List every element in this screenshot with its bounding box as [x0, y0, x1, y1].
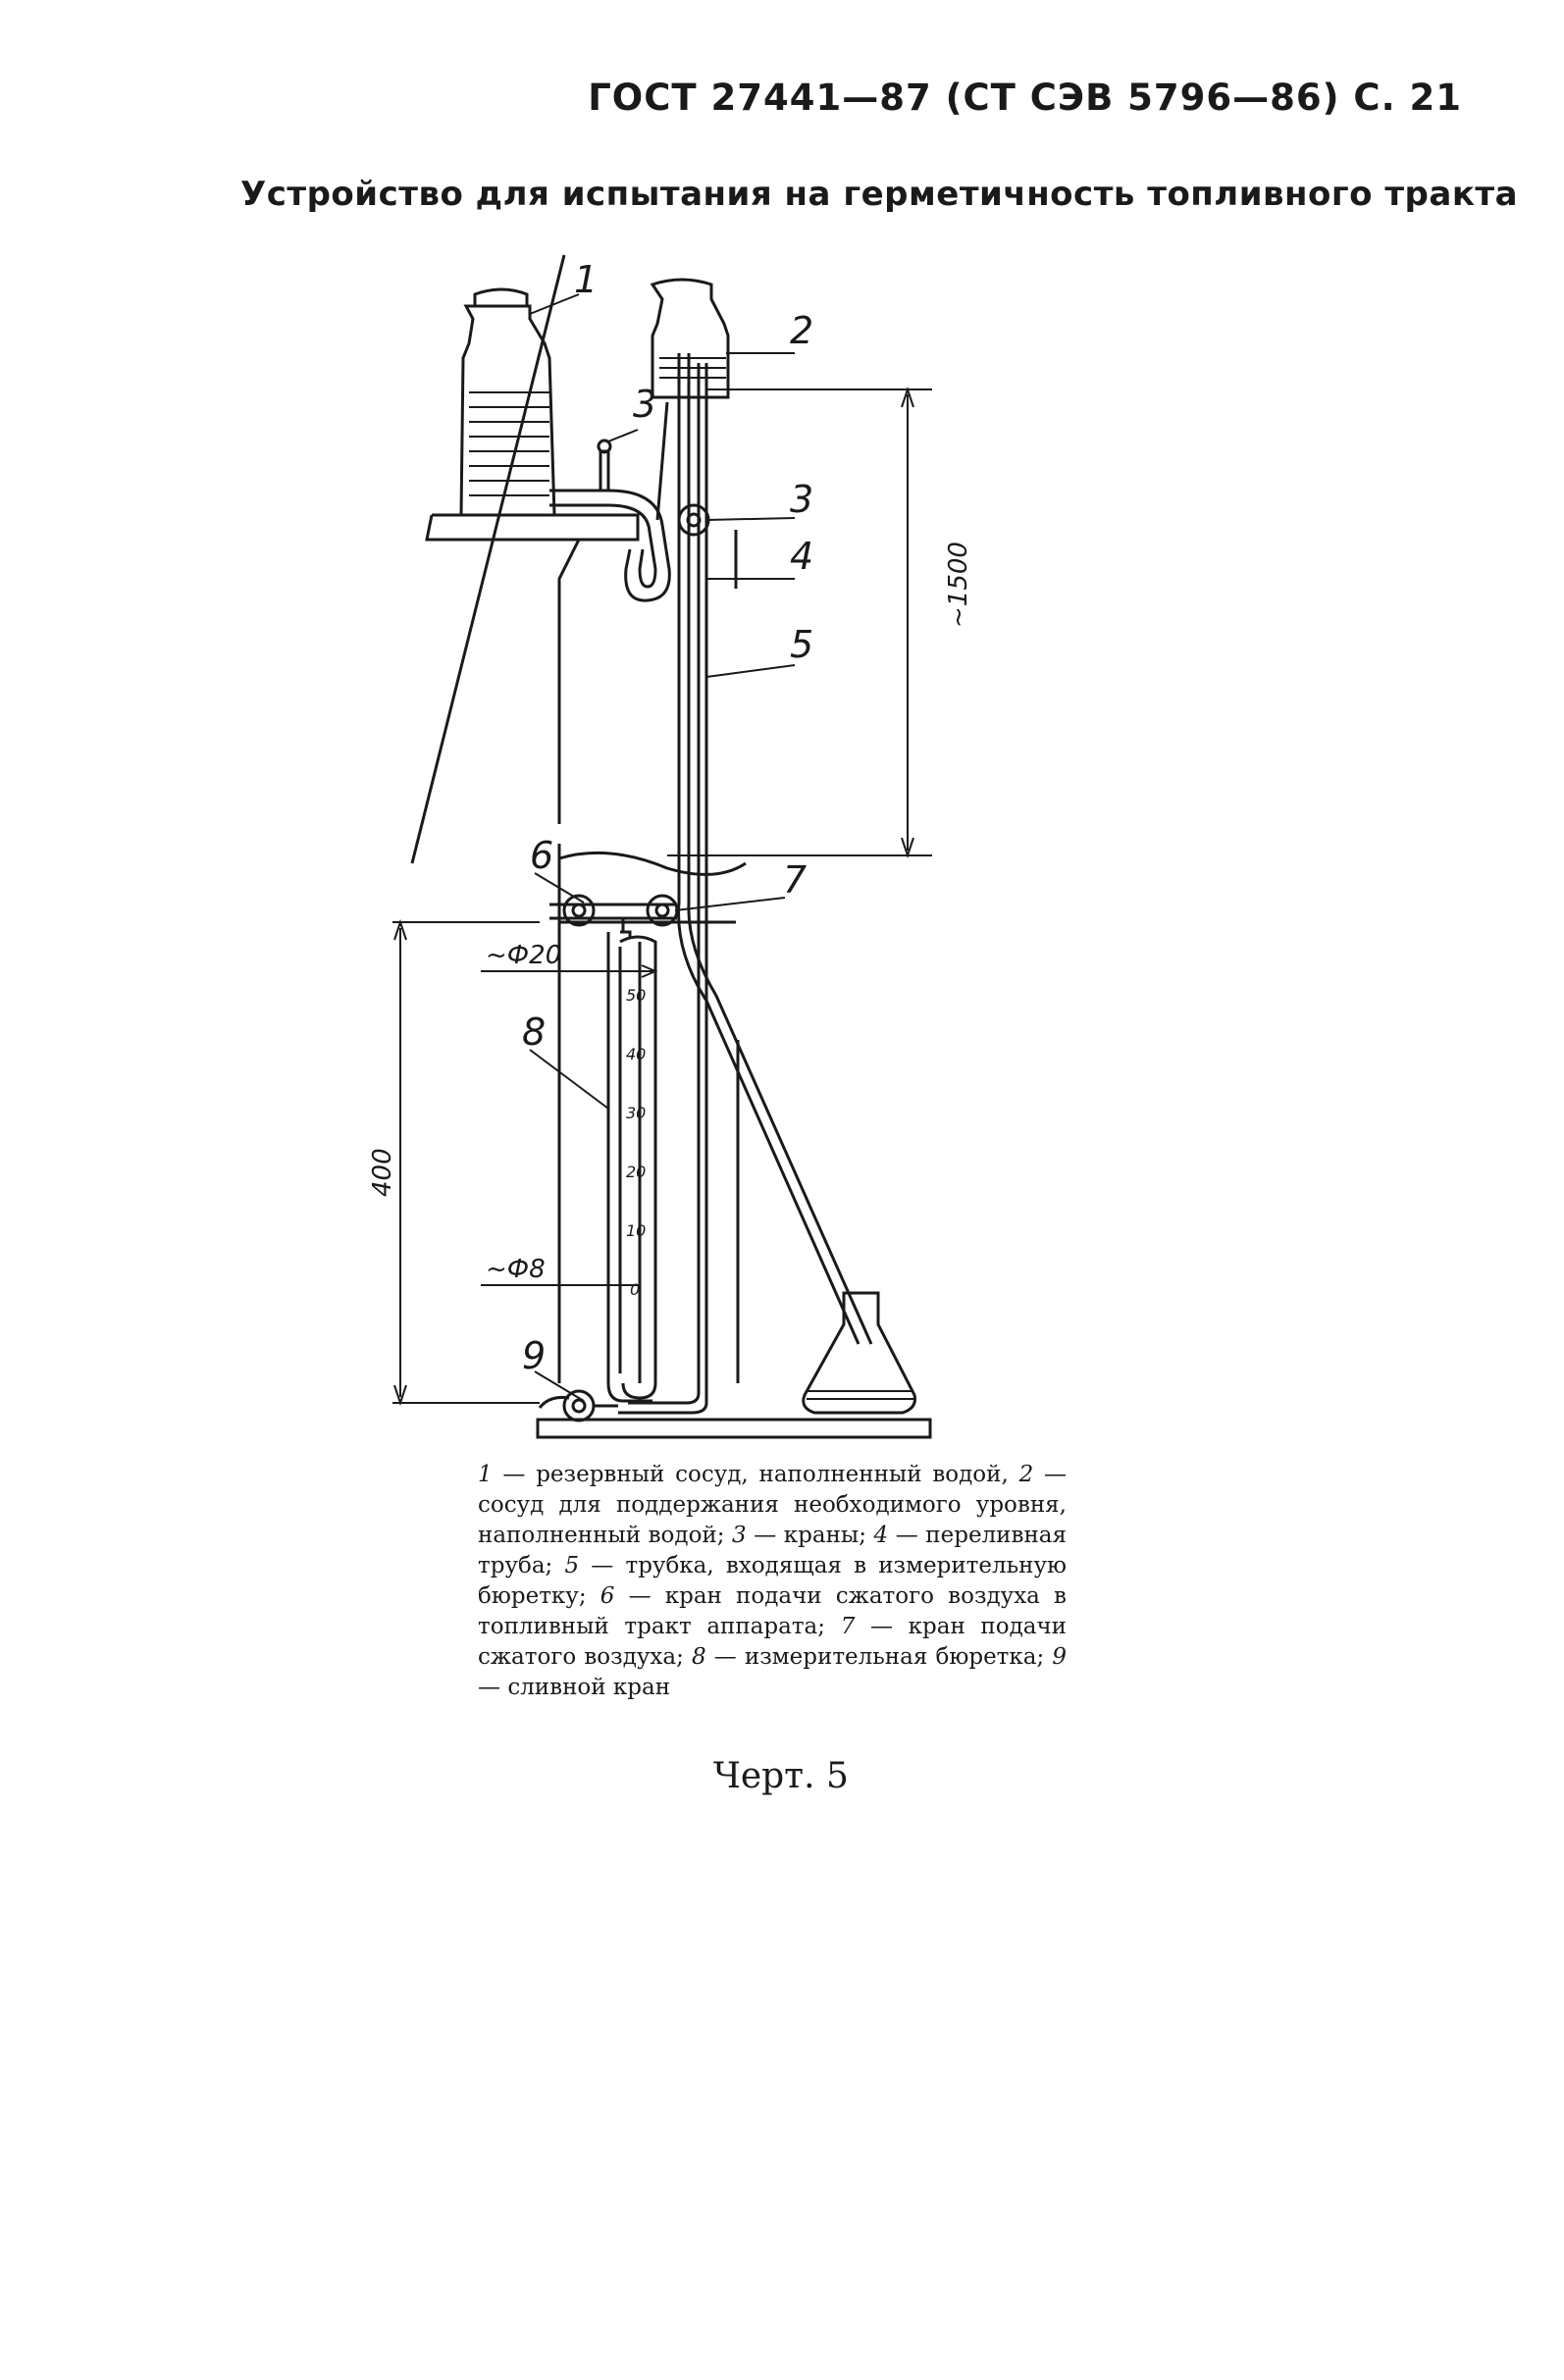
caption-number: 9	[1052, 1644, 1068, 1670]
caption-text: сосуд для поддержания необходимого уровня, наполненный водой	[478, 1492, 1067, 1548]
caption-number: 3	[732, 1523, 747, 1548]
burette-tick-label: 50	[626, 986, 647, 1005]
dim-height-lower: 400	[368, 1148, 397, 1197]
caption-text: трубка, входящая в измерительную бюретку	[478, 1553, 1068, 1609]
caption-text: краны	[783, 1523, 860, 1548]
caption-text: переливная труба	[478, 1523, 1068, 1578]
caption-number: 6	[600, 1583, 615, 1609]
label-4: 4	[790, 535, 814, 578]
label-5: 5	[790, 623, 814, 666]
label-8: 8	[522, 1010, 547, 1054]
caption-text: измерительная бюретка	[744, 1644, 1037, 1670]
caption-text: кран подачи сжатого воздуха в топливный тракт аппарата	[478, 1583, 1068, 1639]
caption-number: 7	[840, 1614, 856, 1639]
burette-tick-label: 40	[626, 1045, 647, 1063]
caption-text: резервный сосуд, наполненный водой	[536, 1462, 1002, 1487]
figure-label: Черт. 5	[713, 1756, 849, 1796]
label-9: 9	[522, 1334, 547, 1377]
dim-height-upper: ~1500	[944, 542, 973, 628]
figure-title: Устройство для испытания на герметичность топливного тракта	[240, 175, 1519, 214]
caption-number: 8	[691, 1644, 706, 1670]
caption-number: 5	[564, 1553, 580, 1578]
burette-tick-label: 0	[630, 1280, 641, 1299]
burette-tick-label: 30	[626, 1104, 647, 1122]
burette-tick-label: 10	[626, 1221, 647, 1240]
figure-caption: 1 — резервный сосуд, наполненный водой, 2 — сосуд для поддержания необходимого уровня, наполненный водой; 3 — краны; 4 — переливная труба; 5 — трубка, входящая в измерительную бюретку; 6 — кран подачи сжатого воздуха в топливный тракт аппарата; 7 — кран подачи сжатого воздуха; 8 — измерительная бюретка; 9 — сливной кран	[478, 1462, 1068, 1700]
label-1: 1	[574, 258, 599, 301]
stand-base	[538, 1420, 930, 1437]
caption-number: 2	[1018, 1462, 1034, 1487]
apparatus-svg	[368, 255, 1119, 1413]
dim-diameter-outer: ~Ф20	[486, 941, 562, 970]
label-3a: 3	[633, 383, 657, 426]
air-taps	[549, 896, 677, 932]
top-tap	[549, 440, 669, 600]
burette-tick-label: 20	[626, 1163, 647, 1181]
caption-number: 1	[478, 1462, 493, 1487]
apparatus-drawing	[368, 255, 1119, 1413]
caption-text: сливной кран	[507, 1675, 671, 1700]
dim-diameter-inner: ~Ф8	[486, 1255, 546, 1284]
caption-text: кран подачи сжатого воздуха	[478, 1614, 1068, 1670]
label-3b: 3	[790, 478, 814, 521]
label-2: 2	[790, 309, 814, 352]
label-7: 7	[783, 858, 808, 902]
caption-number: 4	[873, 1523, 889, 1548]
page-header: ГОСТ 27441—87 (СТ СЭВ 5796—86) С. 21	[588, 77, 1462, 119]
drain-tap	[540, 1391, 618, 1421]
label-6: 6	[530, 834, 554, 877]
collection-flask	[804, 1293, 915, 1413]
